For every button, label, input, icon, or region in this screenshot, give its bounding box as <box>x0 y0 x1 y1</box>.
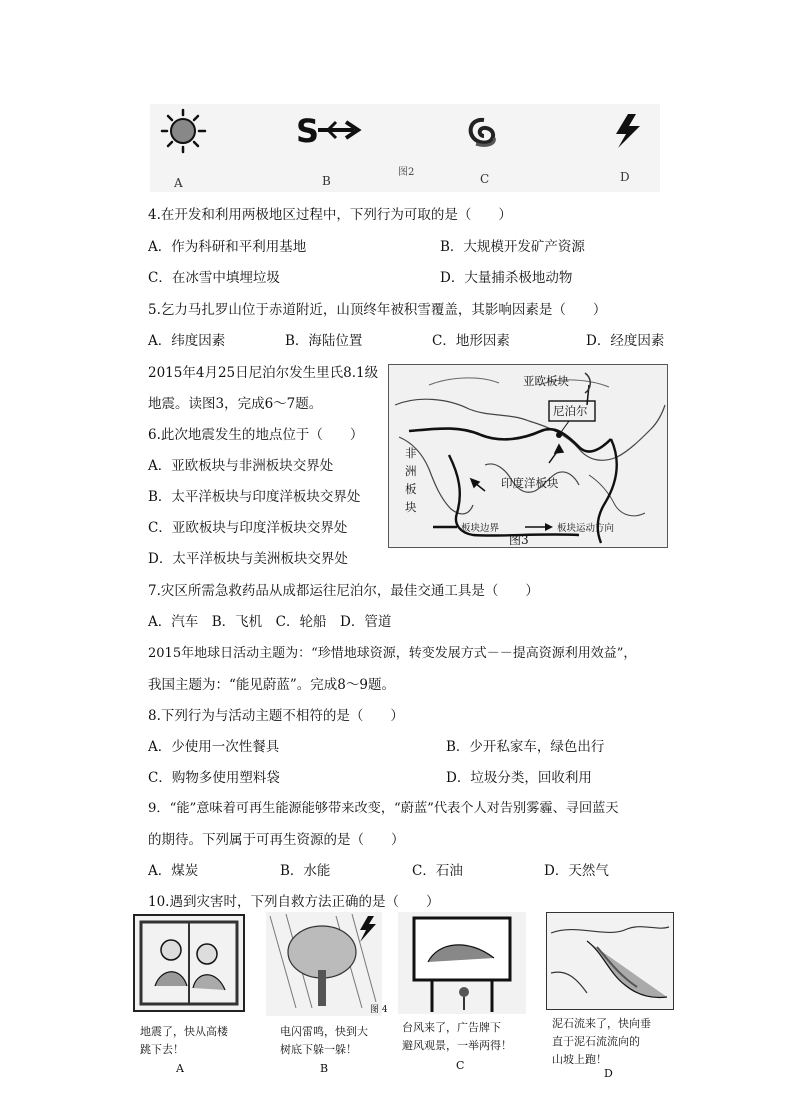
q6-option-b: B．太平洋板块与印度洋板块交界处 <box>148 489 361 505</box>
figure4-letter-a: A <box>176 1062 184 1075</box>
q4-option-a: A．作为科研和平利用基地 <box>148 239 307 255</box>
intro89-line2: 我国主题为：“能见蔚蓝”。完成8～9题。 <box>148 677 395 693</box>
figure2-letter-a: A <box>174 176 183 190</box>
q6-option-c: C．亚欧板块与印度洋板块交界处 <box>148 520 348 536</box>
lightning-icon <box>360 916 376 942</box>
q9-line1: 9．“能”意味着可再生能源能够带来改变，“蔚蓝”代表个人对告别雾霾、寻回蓝天 <box>148 801 619 816</box>
wind-s-arrow-icon <box>296 112 358 150</box>
q9-option-b: B．水能 <box>280 863 331 879</box>
intro89-line1: 2015年地球日活动主题为：“珍惜地球资源，转变发展方式－－提高资源利用效益”， <box>148 646 637 661</box>
figure4-panel-a-drawing <box>135 916 243 1010</box>
figure4-letter-b: B <box>320 1062 329 1075</box>
map-label-africa-1: 非 <box>405 446 417 460</box>
figure4-panel-b-drawing <box>266 912 382 1016</box>
figure2-symbols <box>150 104 660 192</box>
svg-text:S: S <box>296 112 320 150</box>
figure4-letter-d: D <box>604 1067 613 1080</box>
q8-option-c: C．购物多使用塑料袋 <box>148 770 280 786</box>
q4-option-c: C．在冰雪中填埋垃圾 <box>148 270 280 286</box>
q9-option-c: C．石油 <box>412 863 463 879</box>
map-label-nepal: 尼泊尔 <box>553 404 588 418</box>
figure4-panel-a <box>133 914 245 1012</box>
plate-map-drawing <box>389 365 667 547</box>
q9-option-a: A．煤炭 <box>148 863 199 879</box>
map-label-africa-4: 块 <box>405 500 417 514</box>
q10-stem: 10.遇到灾害时，下列自救方法正确的是（ ） <box>148 894 440 910</box>
typhoon-icon <box>471 120 495 145</box>
map-label-eurasia: 亚欧板块 <box>523 374 569 388</box>
plate-map <box>388 364 668 548</box>
q8-option-b: B．少开私家车，绿色出行 <box>446 739 605 755</box>
sun-icon <box>162 110 205 152</box>
q6-stem: 6.此次地震发生的地点位于（ ） <box>148 427 364 443</box>
figure4-panel-d-drawing <box>547 913 672 1008</box>
map-label-indian-ocean: 印度洋板块 <box>501 476 559 490</box>
figure4-caption-c-line2: 避风观景，一举两得！ <box>402 1039 512 1052</box>
intro67-line1: 2015年4月25日尼泊尔发生里氏8.1级 <box>148 365 379 381</box>
figure4-caption-a-line1: 地震了，快从高楼 <box>140 1025 228 1038</box>
q6-option-a: A．亚欧板块与非洲板块交界处 <box>148 458 334 474</box>
q5-option-b: B．海陆位置 <box>285 333 363 349</box>
q5-option-c: C．地形因素 <box>432 333 510 349</box>
figure4-caption-a-line2: 跳下去！ <box>140 1043 184 1056</box>
map-label-africa-2: 洲 <box>405 464 417 478</box>
figure2-letter-b: B <box>322 174 331 188</box>
figure4-panel-d <box>546 912 674 1010</box>
figure4-label: 图 4 <box>370 1005 388 1015</box>
q4-stem: 4.在开发和利用两极地区过程中，下列行为可取的是（ ） <box>148 207 512 223</box>
figure4-caption-d-line3: 山坡上跑！ <box>552 1053 607 1066</box>
map-caption: 图3 <box>509 533 529 547</box>
figure4-caption-d-line1: 泥石流来了，快向垂 <box>552 1017 651 1030</box>
q5-option-a: A．纬度因素 <box>148 333 226 349</box>
intro67-line2: 地震。读图3，完成6～7题。 <box>148 396 323 412</box>
q7-options: A．汽车 B．飞机 C．轮船 D．管道 <box>148 614 392 630</box>
figure4-panel-c-drawing <box>398 912 526 1014</box>
figure4-caption-d-line2: 直于泥石流流向的 <box>552 1035 640 1048</box>
figure4-panel-b <box>266 912 382 1016</box>
figure2-letter-d: D <box>620 170 630 184</box>
figure4-letter-c: C <box>456 1059 465 1072</box>
map-legend-boundary: 板块边界 <box>461 523 500 534</box>
figure4-caption-b-line1: 电闪雷鸣，快到大 <box>280 1025 368 1038</box>
q5-option-d: D．经度因素 <box>586 333 665 349</box>
q8-option-d: D．垃圾分类，回收利用 <box>446 770 592 786</box>
q5-stem: 5.乞力马扎罗山位于赤道附近，山顶终年被积雪覆盖，其影响因素是（ ） <box>148 302 607 318</box>
q6-option-d: D．太平洋板块与美洲板块交界处 <box>148 551 348 567</box>
figure4-panel-c <box>398 912 526 1014</box>
q7-stem: 7.灾区所需急救药品从成都运往尼泊尔，最佳交通工具是（ ） <box>148 583 539 599</box>
figure2-label: 图2 <box>398 167 415 178</box>
figure2-letter-c: C <box>480 172 490 186</box>
q8-option-a: A．少使用一次性餐具 <box>148 739 280 755</box>
figure4-caption-b-line2: 树底下躲一躲！ <box>280 1043 357 1056</box>
q8-stem: 8.下列行为与活动主题不相符的是（ ） <box>148 708 404 724</box>
lightning-icon <box>616 114 640 148</box>
q9-line2: 的期待。下列属于可再生资源的是（ ） <box>148 832 405 848</box>
map-legend-motion: 板块运动方向 <box>557 523 615 534</box>
q4-option-b: B．大规模开发矿产资源 <box>440 239 585 255</box>
map-label-africa-3: 板 <box>405 482 417 496</box>
q9-option-d: D．天然气 <box>544 863 609 879</box>
figure4-caption-c-line1: 台风来了，广告牌下 <box>402 1021 501 1034</box>
q4-option-d: D．大量捕杀极地动物 <box>440 270 573 286</box>
